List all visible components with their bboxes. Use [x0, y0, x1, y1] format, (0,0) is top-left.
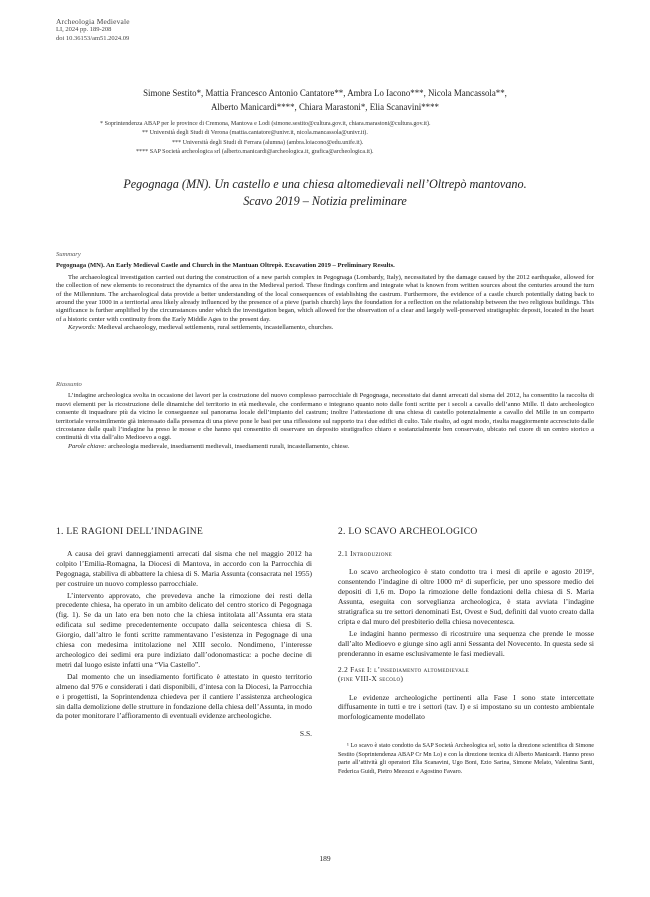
subsection-2-2-line-1: 2.2 Fase I: l’insediamento altomedievale — [338, 664, 469, 674]
summary-body: The archaeological investigation carried out during the construction of a new parish complex in Pegognaga (Lombardy, Italy), necessitated by the damage caused by the 2012 earthquake, allowed for the collection of new elements to reconstruct the dynamics of the area in the Medieval period. These findings confirm and integrate what is known from written sources about the centuries around the turn of the Millennium. The archaeological data provide a better understanding of the local consequences of establishing the castrum. Furthermore, the evidence of a castle church potentially dating back to around the year 1000 in a territorial area likely already influenced by the presence of a pieve (parish church) lays the foundation for a reflection on the relationship between the two religious buildings. This significance is further amplified by the circumstances under which the investigation began, which allowed for the observation of a clear and largely well-preserved stratigraphic deposit, located in the heart of a historic center with continuity from the Early Middle Ages to the present day. — [56, 273, 594, 323]
riassunto-keywords — [56, 443, 594, 451]
page-number: 189 — [319, 854, 331, 863]
keywords-label: Keywords: — [68, 324, 97, 332]
riassunto-label: Riassunto — [56, 381, 82, 388]
title-line-1: Pegognaga (MN). Un castello e una chiesa altomedievali nell’Oltrepò mantovano. — [123, 177, 527, 191]
section-2-heading: 2. LO SCAVO ARCHEOLOGICO — [338, 527, 478, 537]
paragraph: L’intervento approvato, che prevedeva anche la rimozione dei resti della precedente chiesa, ha operato in un ambito delicato del centro storico di Pegognaga (fig. 1). Se da un lato era ben noto che la chiesa intitolata all’Assunta era stata edificata sul sedime precedentemente occupato dalla seicentesca chiesa di S. Giorgio, dall’altro le fonti scritte rammentavano l’esistenza in Pegognage di una chiesa con medesima intitolazione nel XIII secolo. Nondimeno, l’interesse archeologico dei sedimi era pure indiziato dall’odonomastica: a poche decine di metri dal luogo esiste infatti una “Via Castello”. — [56, 590, 312, 669]
authors-line-2: Alberto Manicardi****, Chiara Marastoni*, Elia Scanavini**** — [211, 102, 439, 112]
summary-section — [56, 251, 594, 333]
paragraph: Dal momento che un insediamento fortificato è attestato in questo territorio almeno dal 976 e considerati i dati disponibili, d’intesa con la Diocesi, la Parrocchia e i progettisti, la Soprintendenza chiedeva per il cantiere l’assistenza archeologica sin dalla demolizione delle strutture in fondazione della chiesa dell’Assunta, in modo da poter monitorare l’affioramento di eventuali evidenze archeologiche. — [56, 671, 312, 721]
affiliation-1: * Soprintendenza ABAP per le province di Cremona, Mantova e Lodi (simone.sestito@cultura.gov.it, chiara.marastoni@cultura.gov.it). — [100, 121, 431, 127]
author-initials: S.S. — [299, 729, 312, 739]
footnote — [338, 742, 594, 776]
affiliation-2: ** Università degli Studi di Verona (mattia.cantatore@univr.it, nicola.mancassola@univr.it). — [142, 130, 368, 137]
subsection-2-2-heading — [338, 665, 594, 684]
summary-label: Summary — [56, 251, 81, 258]
journal-title: Archeologia Medievale — [56, 17, 130, 26]
authors-line-1: Simone Sestito*, Mattia Francesco Antonio Cantatore**, Ambra Lo Iacono***, Nicola Mancassola**, — [143, 88, 507, 98]
affiliation-3: *** Università degli Studi di Ferrara (alumna) (ambra.loiacono@edu.unife.it). — [172, 139, 364, 146]
author-list — [56, 86, 594, 114]
affiliation-4: **** SAP Società archeologica srl (alberto.manicardi@archeologica.it, grafica@archeologica.it). — [136, 149, 374, 156]
riassunto-body: L’indagine archeologica svolta in occasione dei lavori per la costruzione del nuovo complesso parrocchiale di Pegognaga, necessitato dai danni arrecati dal sisma del 2012, ha consentito la raccolta di nuovi elementi per la ricostruzione delle dinamiche del territorio in età medievale, che confermano e integrano quanto noto dalle fonti scritte per i secoli a cavallo dell’anno Mille. Il dato archeologico consente di inquadrare più da vicino le conseguenze sul panorama locale dell’impianto del castrum; inoltre l’attestazione di una chiesa di castello potenzialmente a cavallo del Mille in un comparto territoriale verosimilmente già interessato dalla presenza di una pieve pone le basi per una riflessione sul rapporto tra i due edifici di culto. Tale risalto, ad ogni modo, risulta maggiormente accresciuto dalle circostanze dalle quali l’indagine ha preso le mosse e che hanno qui consentito di osservare un deposito stratigrafico chiaro e sostanzialmente ben conservato, ubicato nel cuore di un centro storico a continuità di vita dall’alto Medioevo a oggi. — [56, 392, 594, 442]
right-column — [338, 528, 594, 776]
parole-chiave-label: Parole chiave: — [68, 442, 107, 450]
paragraph: A causa dei gravi danneggiamenti arrecati dal sisma che nel maggio 2012 ha colpito l’Emilia-Romagna, la Diocesi di Mantova, in accordo con la Parrocchia di Pegognaga, stabiliva di abbattere la chiesa di S. Maria Assunta (consacrata nel 1955) per costruire un nuovo complesso parrocchiale. — [56, 548, 312, 588]
footnote-1: ¹ Lo scavo è stato condotto da SAP Società Archeologica srl, sotto la direzione scientifica di Simone Sestito (Soprintendenza ABAP Cr Mn Lo) e con la direzione tecnica di Alberto Manicardi. Hanno preso parte all’attività gli operatori Elia Scanavini, Ugo Boni, Ezio Sarina, Simone Melato, Valentina Santi, Federica Guidi, Pietro Mezozzi e Agostino Favaro. — [338, 743, 594, 775]
keywords-text: Medieval archaeology, medieval settlements, rural settlements, incastellamento, churches. — [97, 324, 334, 332]
running-header — [56, 18, 130, 43]
affiliations — [100, 120, 431, 158]
subsection-2-1-heading: 2.1 Introduzione — [338, 548, 393, 558]
section-1-heading: 1. LE RAGIONI DELL’INDAGINE — [56, 527, 204, 537]
left-column — [56, 528, 312, 739]
summary-heading: Pegognaga (MN). An Early Medieval Castle and Church in the Mantuan Oltrepò. Excavation 2019 – Preliminary Results. — [56, 262, 395, 270]
subsection-2-2-line-2: (fine VIII-X secolo) — [338, 674, 404, 684]
paragraph: Lo scavo archeologico è stato condotto tra i mesi di aprile e agosto 2019¹, consentendo l’indagine di oltre 1000 m² di superficie, per uno spessore medio dei depositi di 1,6 m. Dopo la rimozione delle fondazioni della chiesa di S. Maria Assunta, eseguita con sorveglianza archeologica, è stata avviata l’indagine stratigrafica su tre settori denominati Est, Ovest e Sud, definiti dal vuoto creato dalla cripta e dal muro del presbiterio della chiesa novecentesca. — [338, 567, 594, 626]
volume-pages: LI, 2024 pp. 189-208 — [56, 26, 112, 34]
paragraph: Le indagini hanno permesso di ricostruire una sequenza che prende le mosse dall’alto Medioevo e giunge sino agli anni Sessanta del Novecento. In questa sede si prenderanno in esame esclusivamente le fasi medievali. — [338, 628, 594, 658]
riassunto-section — [56, 381, 594, 451]
article-title — [56, 176, 594, 210]
summary-keywords — [56, 324, 594, 332]
title-line-2: Scavo 2019 – Notizia preliminare — [243, 194, 407, 208]
paragraph: Le evidenze archeologiche pertinenti alla Fase I sono state intercettate diffusamente in tutti e tre i settori (tav. I) e si impostano su un contesto ambientale morfologicamente modellato — [338, 692, 594, 722]
parole-chiave-text: archeologia medievale, insediamenti medievali, insediamenti rurali, incastellamento, chiese. — [108, 442, 350, 450]
doi[interactable]: doi 10.36153/am51.2024.09 — [56, 34, 130, 42]
